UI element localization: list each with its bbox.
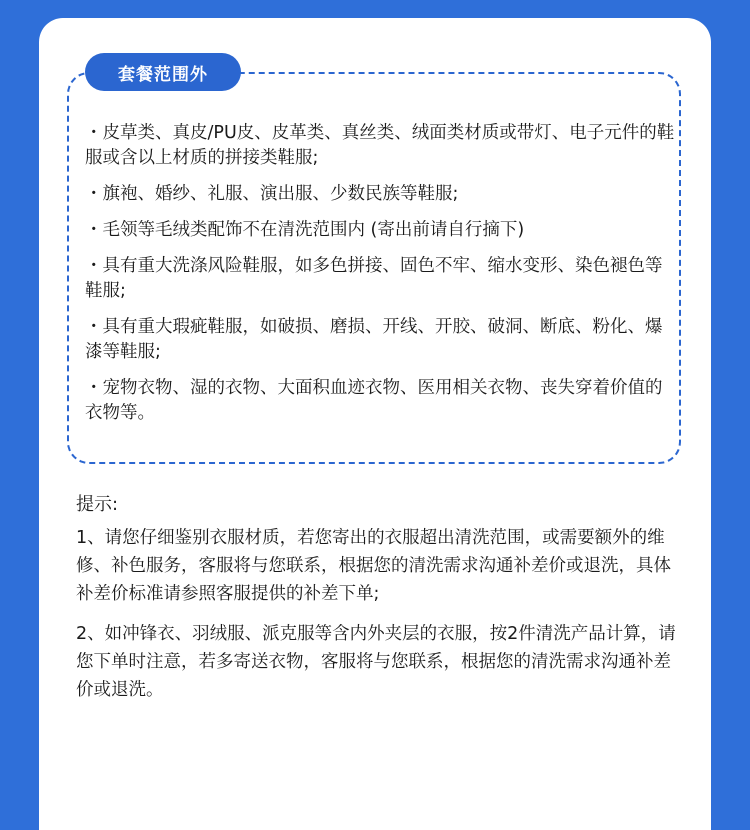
exclusion-list (85, 121, 675, 437)
list-item: ・旗袍、婚纱、礼服、演出服、少数民族等鞋服; (85, 184, 459, 204)
out-of-scope-badge: 套餐范围外 (85, 53, 241, 91)
list-item: ・皮草类、真皮/PU皮、皮革类、真丝类、绒面类材质或带灯、电子元件的鞋服或含以上材质的拼接类鞋服; (85, 123, 675, 168)
list-item: ・具有重大洗涤风险鞋服，如多色拼接、固色不牢、缩水变形、染色褪色等鞋服; (85, 256, 663, 301)
tips-title: 提示: (76, 494, 119, 515)
content-card (39, 18, 711, 830)
list-item: ・具有重大瑕疵鞋服，如破损、磨损、开线、开胶、破洞、断底、粉化、爆漆等鞋服; (85, 317, 663, 362)
tip-item: 1、请您仔细鉴别衣服材质，若您寄出的衣服超出清洗范围，或需要额外的维修、补色服务，客服将与您联系，根据您的清洗需求沟通补差价或退洗，具体补差价标准请参照客服提供的补差下单; (76, 528, 671, 604)
tip-item: 2、如冲锋衣、羽绒服、派克服等含内外夹层的衣服，按2件清洗产品计算，请您下单时注意，若多寄送衣物，客服将与您联系，根据您的清洗需求沟通补差价或退洗。 (76, 624, 676, 700)
list-item: ・宠物衣物、湿的衣物、大面积血迹衣物、医用相关衣物、丧失穿着价值的衣物等。 (85, 378, 663, 423)
list-item: ・毛领等毛绒类配饰不在清洗范围内 (寄出前请自行摘下) (85, 220, 525, 240)
tips-section (76, 492, 682, 716)
